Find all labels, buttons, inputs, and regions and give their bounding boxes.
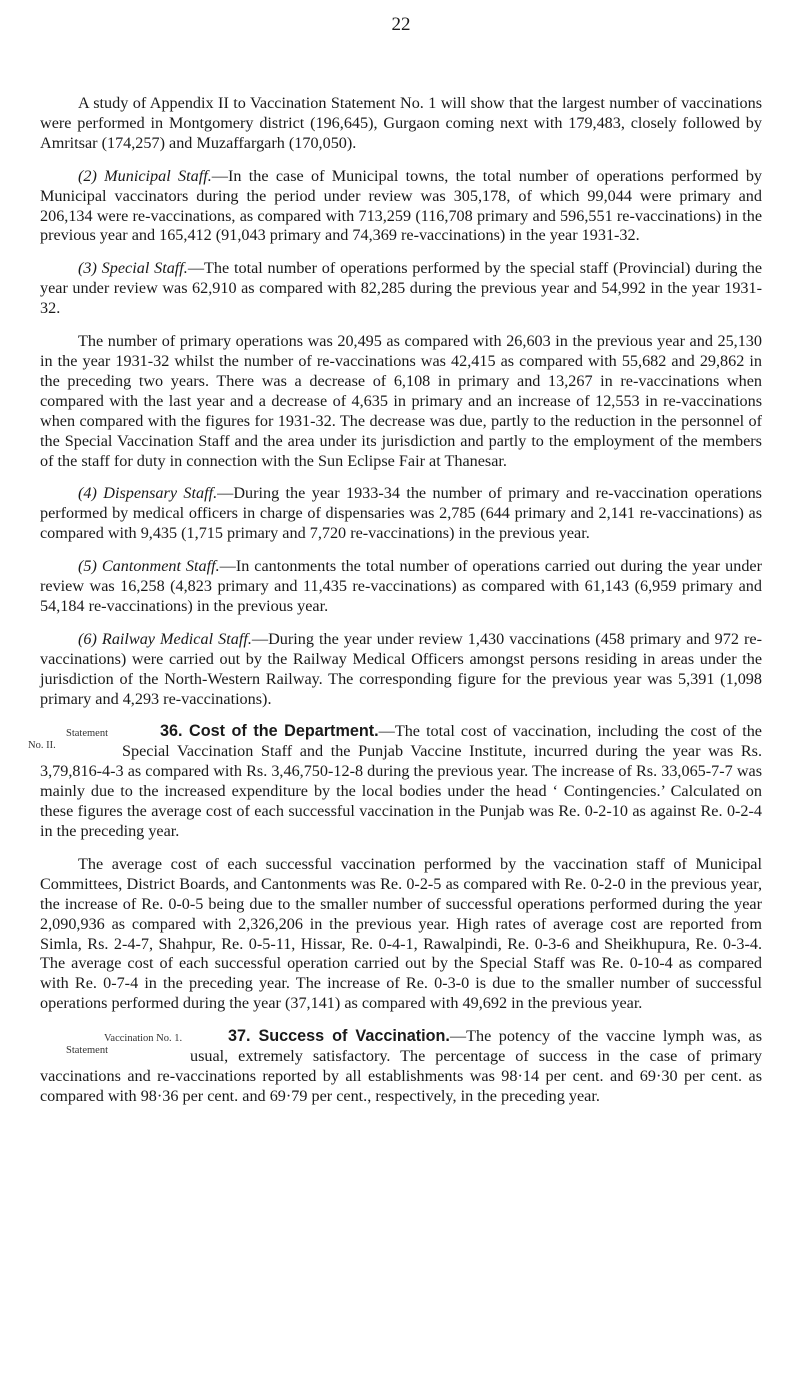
body-dispensary-staff: —During the year 1933-34 the number of primary and re-vaccination operations performed by medical officers in charge of dispensaries was 2,785 (644 primary and 2,141 re-vaccinations) as compared with 9,435 (1,715 primary and 7,720 re-vaccinations) in the previous year. [40,484,762,543]
section-36-cost [28,722,762,841]
body-cost-of-department: —The total cost of vaccination, including the cost of the Special Vaccination Staff and the Punjab Vaccine Institute, incurred during the year was Rs. 3,79,816-4-3 as compared with Rs. 3,46,750-12-8 during the previous year. The increase of Rs. 33,065-7-7 was mainly due to the increased expenditure by the local bodies under the head ‘ Contingencies.’ Calculated on these figures the average cost of each successful vaccination in the Punjab was Re. 0-2-10 as against Re. 0-2-4 in the preceding year. [40,722,762,840]
margin-note-statement-ii: Statement No. II. [28,728,108,752]
heading-cost-of-department: 36. Cost of the Department. [160,722,379,741]
body-cantonment-staff: —In cantonments the total number of operations carried out during the year under review was 16,258 (4,823 primary and 11,435 re-vaccinations) as compared with 61,143 (6,959 primary and 54,184 re-vaccinations) in the previous year. [40,557,762,615]
paragraph-average-cost: The average cost of each successful vaccination performed by the vaccination staff of Municipal Committees, District Boards, and Cantonments was Re. 0-2-5 as compared with Re. 0-2-0 in the previous year, the increase of Re. 0-0-5 being due to the smaller number of successful operations performed during the year 2,090,936 as compared with 2,326,206 in the previous year. High rates of average cost are reported from Simla, Rs. 2-4-7, Shahpur, Re. 0-5-11, Hissar, Re. 0-4-1, Rawalpindi, Re. 0-3-6 and Sheikhupura, Re. 0-3-4. The average cost of each successful operation carried out by the Special Staff was Re. 0-10-4 as compared with Re. 0-7-4 in the preceding year. The increase of Re. 0-3-0 is due to the smaller number of successful operations performed during the year (37,141) as compared with 49,692 in the previous year. [40,854,762,1013]
paragraph-railway-staff [40,630,762,710]
heading-municipal-staff: (2) Municipal Staff. [78,166,212,185]
paragraph-special-staff [40,259,762,319]
paragraph-cantonment-staff [40,557,762,617]
paragraph-municipal-staff [40,167,762,247]
heading-railway-staff: (6) Railway Medical Staff. [78,629,252,648]
page-number: 22 [391,14,411,35]
paragraph-intro: A study of Appendix II to Vaccination Statement No. 1 will show that the largest number of vaccinations were performed in Montgomery district (196,645), Gurgaon coming next with 179,483, closely followed by Amritsar (174,257) and Muzaffargarh (170,050). [40,94,762,152]
body-municipal-staff: —In the case of Municipal towns, the total number of operations performed by Municipal vaccinators during the period under review was 305,178, of which 99,044 were primary and 206,134 were re-vaccinations, as compared with 713,259 (116,708 primary and 596,551 re-vaccinations) in the previous year and 165,412 (91,043 primary and 74,369 re-vaccinations) in the year 1931-32. [40,166,763,245]
margin-note-vaccination-no1: Vaccination No. 1. [104,1033,183,1045]
body-success-of-vaccination: —The potency of the vaccine lymph was, as usual, extremely satisfactory. The percentage of success in the case of primary vaccinations and re-vaccinations reported by all establishments was 98·14 per cent. and 69·30 per cent. as compared with 98·36 per cent. and 69·79 per cent., respectively, in the preceding year. [40,1027,763,1105]
margin-note-vaccination-statement [28,1033,183,1057]
heading-special-staff: (3) Special Staff. [78,259,188,278]
body-special-staff: —The total number of operations performed by the special staff (Provincial) during the year under review was 62,910 as compared with 82,285 during the previous year and 54,992 in the year 1931-32. [40,259,762,318]
margin-note-statement: Statement [66,1045,108,1057]
heading-dispensary-staff: (4) Dispensary Staff. [78,484,218,503]
heading-success-of-vaccination: 37. Success of Vaccination. [228,1027,450,1046]
heading-cantonment-staff: (5) Cantonment Staff. [78,557,220,576]
section-37-success [40,1027,762,1107]
paragraph-special-staff-detail: The number of primary operations was 20,495 as compared with 26,603 in the previous year and 25,130 in the year 1931-32 whilst the number of re-vaccinations was 42,415 as compared with 55,682 and 29,862 in the preceding two years. There was a decrease of 6,108 in primary and 13,267 in re-vaccinations when compared with the last year and a decrease of 4,635 in primary and an increase of 12,553 in re-vaccinations when compared with the figures for 1931-32. The decrease was due, partly to the reduction in the personnel of the Special Vaccination Staff and the area under its jurisdiction and partly to the employment of the members of the staff for duty in connection with the Sun Eclipse Fair at Thanesar. [40,332,762,470]
document-page [28,14,763,1120]
paragraph-dispensary-staff [40,484,762,544]
body-railway-staff: —During the year under review 1,430 vaccinations (458 primary and 972 re-vaccinations) were carried out by the Railway Medical Officers amongst persons residing in areas under the jurisdiction of the North-Western Railway. The corresponding figure for the previous year was 5,391 (1,098 primary and 4,293 re-vaccinations). [40,629,762,708]
